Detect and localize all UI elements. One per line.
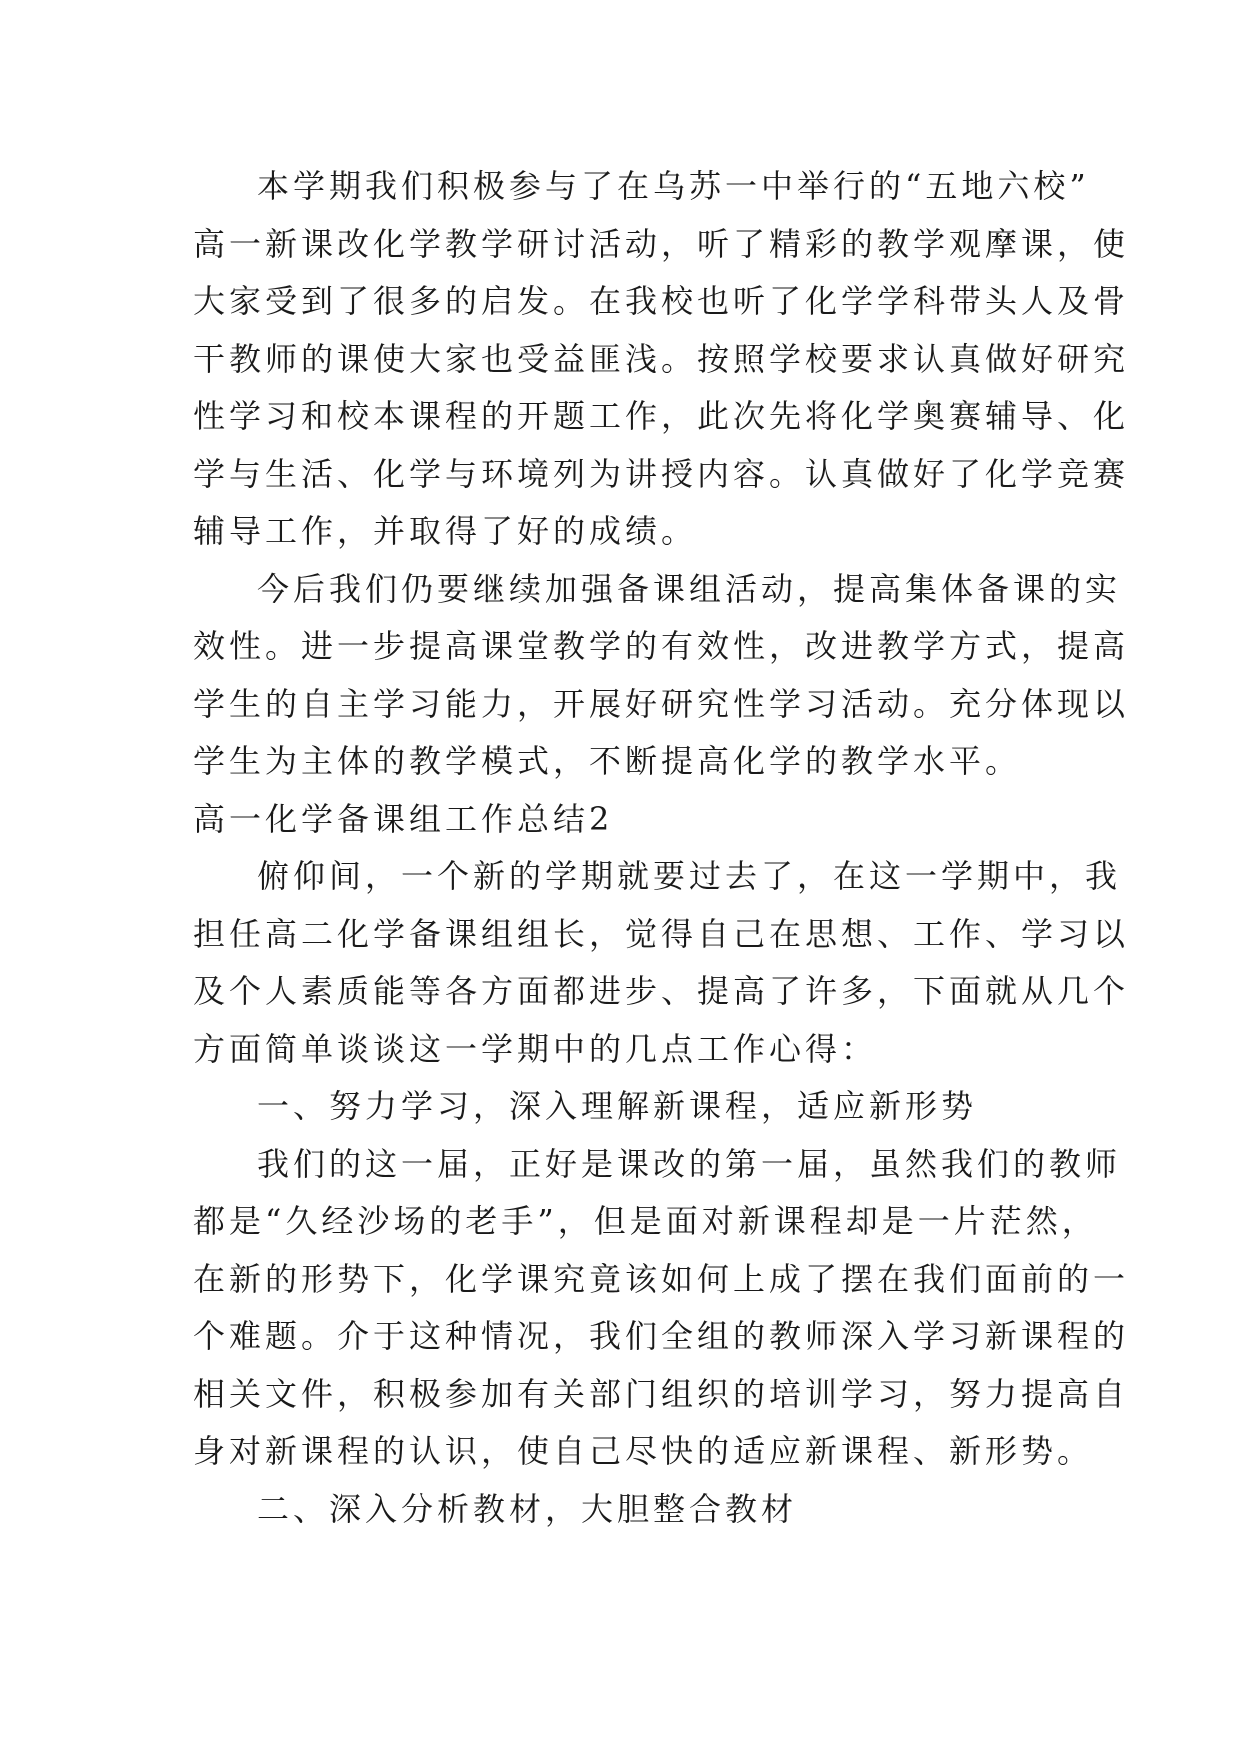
text-line: 本学期我们积极参与了在乌苏一中举行的“五地六校”	[257, 167, 1090, 205]
text-line: 效性。进一步提高课堂教学的有效性，改进教学方式，提高	[193, 627, 1130, 665]
text-line: 干教师的课使大家也受益匪浅。按照学校要求认真做好研究	[193, 339, 1130, 378]
paragraph	[193, 158, 1130, 561]
text-line: 都是“久经沙场的老手”，但是面对新课程却是一片茫然，	[193, 1202, 1098, 1240]
text-line: 及个人素质能等各方面都进步、提高了许多，下面就从几个	[193, 972, 1130, 1010]
text-line: 性学习和校本课程的开题工作，此次先将化学奥赛辅导、化	[193, 397, 1130, 435]
text-line: 今后我们仍要继续加强备课组活动，提高集体备课的实	[257, 569, 1122, 608]
text-line: 个难题。介于这种情况，我们全组的教师深入学习新课程的	[193, 1317, 1130, 1355]
text-line: 在新的形势下，化学课究竟该如何上成了摆在我们面前的一	[193, 1259, 1130, 1298]
text-line: 高一新课改化学教学研讨活动，听了精彩的教学观摩课，使	[193, 224, 1130, 263]
subsection-heading: 一、努力学习，深入理解新课程，适应新形势	[257, 1087, 978, 1125]
text-line: 俯仰间，一个新的学期就要过去了，在这一学期中，我	[257, 857, 1122, 895]
paragraph	[193, 1136, 1130, 1481]
paragraph	[193, 848, 1130, 1078]
text-line: 方面简单谈谈这一学期中的几点工作心得：	[193, 1029, 878, 1068]
text-line: 我们的这一届，正好是课改的第一届，虽然我们的教师	[257, 1144, 1122, 1183]
subsection-heading: 二、深入分析教材，大胆整合教材	[257, 1489, 798, 1528]
text-line: 学生的自主学习能力，开展好研究性学习活动。充分体现以	[193, 684, 1130, 723]
text-line: 大家受到了很多的启发。在我校也听了化学学科带头人及骨	[193, 282, 1130, 320]
text-line: 担任高二化学备课组组长，觉得自己在思想、工作、学习以	[193, 914, 1130, 953]
text-line: 学生为主体的教学模式，不断提高化学的教学水平。	[193, 742, 1022, 780]
text-line: 身对新课程的认识，使自己尽快的适应新课程、新形势。	[193, 1432, 1094, 1470]
document-body	[193, 158, 1130, 1538]
text-line: 学与生活、化学与环境列为讲授内容。认真做好了化学竞赛	[193, 454, 1130, 493]
section-heading: 高一化学备课组工作总结2	[193, 799, 614, 838]
text-line: 辅导工作，并取得了好的成绩。	[193, 512, 698, 550]
paragraph	[193, 561, 1130, 791]
text-line: 相关文件，积极参加有关部门组织的培训学习，努力提高自	[193, 1374, 1130, 1413]
